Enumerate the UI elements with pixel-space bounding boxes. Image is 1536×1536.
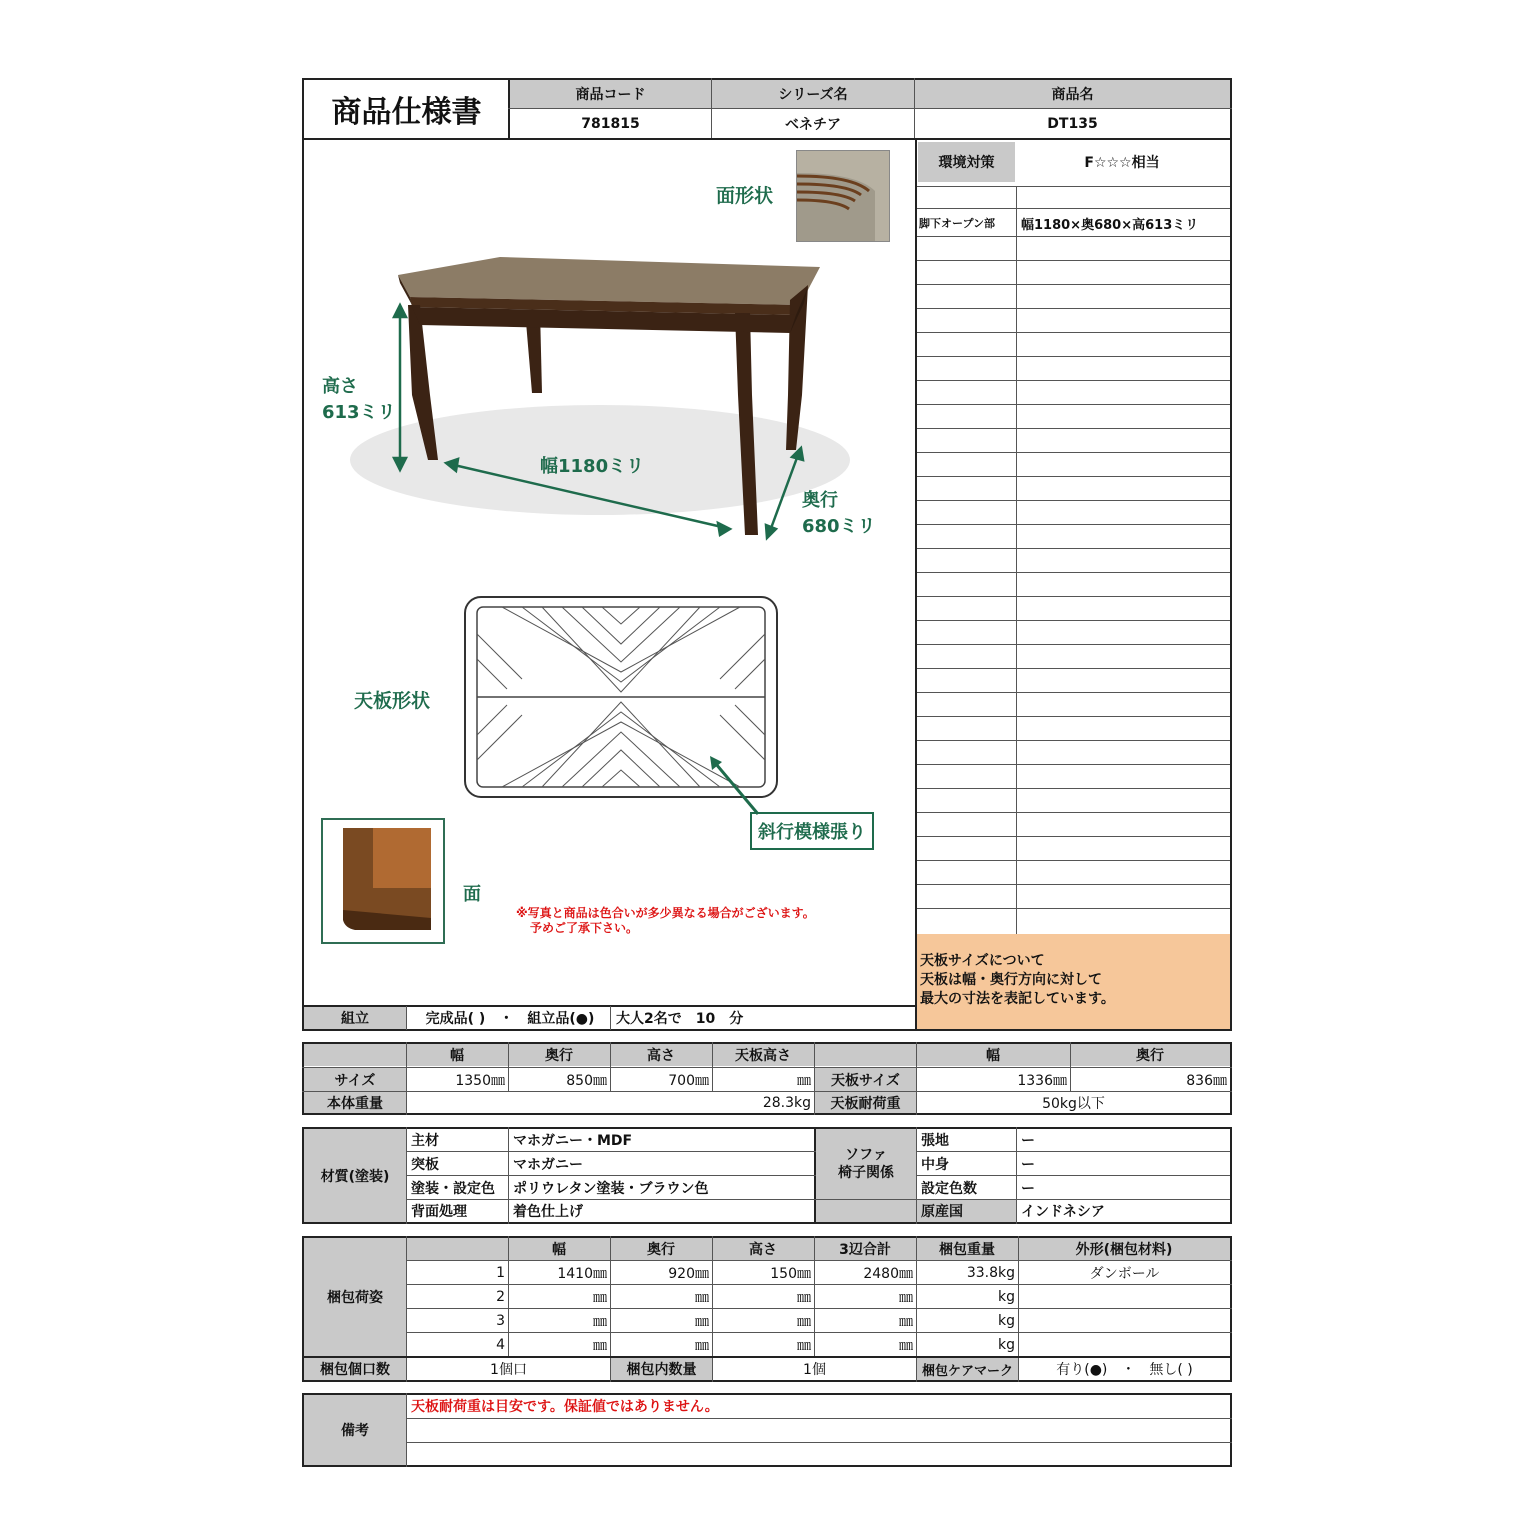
package-header-material: 外形(梱包材料) (1018, 1238, 1230, 1260)
material-main-key: 主材 (411, 1132, 439, 1149)
sofa-fabric-value: ー (1021, 1132, 1035, 1149)
top-size-note (917, 934, 1230, 1029)
size-header-width: 幅 (406, 1044, 508, 1066)
size-height: 700㎜ (668, 1072, 709, 1089)
package-row-no: 4 (496, 1336, 505, 1353)
size-width: 1350㎜ (455, 1072, 505, 1089)
sofa-filling-value: ー (1021, 1156, 1035, 1173)
assembly-type: 完成品( ) ・ 組立品(●) (425, 1011, 595, 1027)
open-label: 脚下オープン部 (919, 217, 996, 230)
package-row-height: ㎜ (797, 1289, 811, 1306)
package-row-weight: kg (998, 1336, 1015, 1353)
package-row-no: 2 (496, 1288, 505, 1305)
top-size-width: 1336㎜ (1017, 1072, 1067, 1089)
code-label: 商品コード (510, 80, 711, 108)
package-row-height: 150㎜ (770, 1265, 811, 1282)
depth-label-value: 680ミリ (802, 516, 876, 537)
size-top-height: ㎜ (797, 1072, 811, 1089)
package-row-material (1019, 1309, 1230, 1332)
assembly-label: 組立 (304, 1007, 406, 1029)
package-care-label: 梱包ケアマーク (917, 1358, 1018, 1380)
package-header-weight: 梱包重量 (916, 1238, 1018, 1260)
package-row-sum: 2480㎜ (863, 1265, 913, 1282)
code-value: 781815 (581, 115, 640, 132)
material-veneer-key: 突板 (411, 1156, 439, 1173)
name-label: 商品名 (915, 80, 1230, 108)
size-header-depth: 奥行 (508, 1044, 610, 1066)
sofa-filling-key: 中身 (921, 1156, 949, 1173)
origin-label: 原産国 (917, 1200, 1016, 1222)
height-label-title: 高さ (322, 376, 358, 397)
corner-label: 面 (463, 884, 481, 905)
width-label: 幅1180ミリ (540, 456, 645, 477)
package-row-weight: kg (998, 1288, 1015, 1305)
top-size-note-line1: 天板サイズについて (920, 953, 1045, 969)
table-illustration (320, 245, 880, 565)
package-row-depth: ㎜ (695, 1289, 709, 1306)
package-row-height: ㎜ (797, 1337, 811, 1354)
env-label: 環境対策 (918, 142, 1015, 182)
package-care-value: 有り(●) ・ 無し( ) (1056, 1362, 1193, 1378)
sofa-fabric-key: 張地 (921, 1132, 949, 1149)
package-inner-label: 梱包内数量 (611, 1358, 712, 1380)
package-row-width: ㎜ (593, 1289, 607, 1306)
package-label: 梱包荷姿 (304, 1238, 406, 1356)
package-row-material: ダンボール (1089, 1265, 1160, 1282)
depth-label-title: 奥行 (802, 490, 838, 511)
top-size-note-line2: 天板は幅・奥行方向に対して (920, 972, 1102, 988)
package-row-weight: 33.8kg (966, 1264, 1015, 1281)
size-label: サイズ (304, 1068, 406, 1091)
color-note-line1: ※写真と商品は色合いが多少異なる場合がございます。 (516, 906, 815, 920)
corner-photo (321, 818, 445, 944)
remarks-label: 備考 (304, 1395, 406, 1465)
package-row-depth: 920㎜ (668, 1265, 709, 1282)
sofa-colors-value: ー (1021, 1180, 1035, 1197)
body-weight: 28.3kg (762, 1094, 811, 1111)
depth-label (802, 488, 876, 540)
package-row-sum: ㎜ (899, 1337, 913, 1354)
material-veneer-value: マホガニー (513, 1156, 583, 1173)
diagonal-pattern-label: 斜行模様張り (750, 812, 874, 850)
package-row-width: ㎜ (593, 1313, 607, 1330)
material-finish-value: ポリウレタン塗装・ブラウン色 (513, 1180, 709, 1197)
top-size-label: 天板サイズ (815, 1068, 916, 1091)
open-value: 幅1180×奥680×高613ミリ (1021, 217, 1199, 233)
top-shape-label: 天板形状 (354, 690, 431, 712)
material-back-value: 着色仕上げ (513, 1204, 583, 1220)
sofa-colors-key: 設定色数 (921, 1180, 977, 1197)
color-note-line2: 予めご了承下さい。 (530, 921, 639, 935)
package-row-height: ㎜ (797, 1313, 811, 1330)
edge-profile-label: 面形状 (716, 185, 774, 207)
sofa-label-line1: ソファ (845, 1147, 887, 1163)
env-value: F☆☆☆相当 (1084, 155, 1160, 171)
package-row-depth: ㎜ (695, 1313, 709, 1330)
package-header-depth: 奥行 (610, 1238, 712, 1260)
assembly-time: 大人2名で 10 分 (616, 1011, 744, 1027)
sofa-label-line2: 椅子関係 (838, 1165, 894, 1181)
package-count-label: 梱包個口数 (304, 1358, 406, 1380)
top-size-note-line3: 最大の寸法を表記しています。 (920, 991, 1115, 1007)
package-header-height: 高さ (712, 1238, 814, 1260)
height-label (322, 374, 396, 426)
package-header-width: 幅 (508, 1238, 610, 1260)
name-value: DT135 (1047, 115, 1098, 132)
package-row-depth: ㎜ (695, 1337, 709, 1354)
doc-title: 商品仕様書 (331, 95, 482, 130)
top-load-label: 天板耐荷重 (815, 1092, 916, 1113)
package-row-no: 3 (496, 1312, 505, 1329)
size-depth: 850㎜ (566, 1072, 607, 1089)
material-main-value: マホガニー・MDF (513, 1132, 633, 1149)
package-row-weight: kg (998, 1312, 1015, 1329)
package-inner-value: 1個 (803, 1362, 826, 1378)
body-weight-label: 本体重量 (304, 1092, 406, 1113)
package-row-width: 1410㎜ (557, 1265, 607, 1282)
package-row-material (1019, 1333, 1230, 1356)
package-row-width: ㎜ (593, 1337, 607, 1354)
origin-value: インドネシア (1021, 1204, 1105, 1220)
series-label: シリーズ名 (712, 80, 914, 108)
series-value: ベネチア (785, 116, 841, 133)
package-row-sum: ㎜ (899, 1289, 913, 1306)
top-size-header-depth: 奥行 (1070, 1044, 1230, 1066)
material-label: 材質(塗装) (304, 1129, 406, 1222)
package-row-material (1019, 1285, 1230, 1308)
color-note (516, 906, 815, 936)
height-label-value: 613ミリ (322, 402, 396, 423)
top-load-value: 50kg以下 (1042, 1095, 1105, 1112)
package-row-no: 1 (496, 1264, 505, 1281)
package-header-sum: 3辺合計 (814, 1238, 916, 1260)
package-count-value: 1個口 (490, 1362, 527, 1378)
material-finish-key: 塗装・設定色 (411, 1180, 495, 1197)
top-size-header-width: 幅 (916, 1044, 1070, 1066)
size-header-height: 高さ (610, 1044, 712, 1066)
material-back-key: 背面処理 (411, 1204, 467, 1220)
remarks-text: 天板耐荷重は目安です。保証値ではありません。 (411, 1399, 719, 1415)
sofa-label (816, 1129, 916, 1199)
size-header-top-height: 天板高さ (712, 1044, 814, 1066)
package-row-sum: ㎜ (899, 1313, 913, 1330)
edge-profile-photo (796, 150, 890, 242)
top-size-depth: 836㎜ (1186, 1072, 1227, 1089)
